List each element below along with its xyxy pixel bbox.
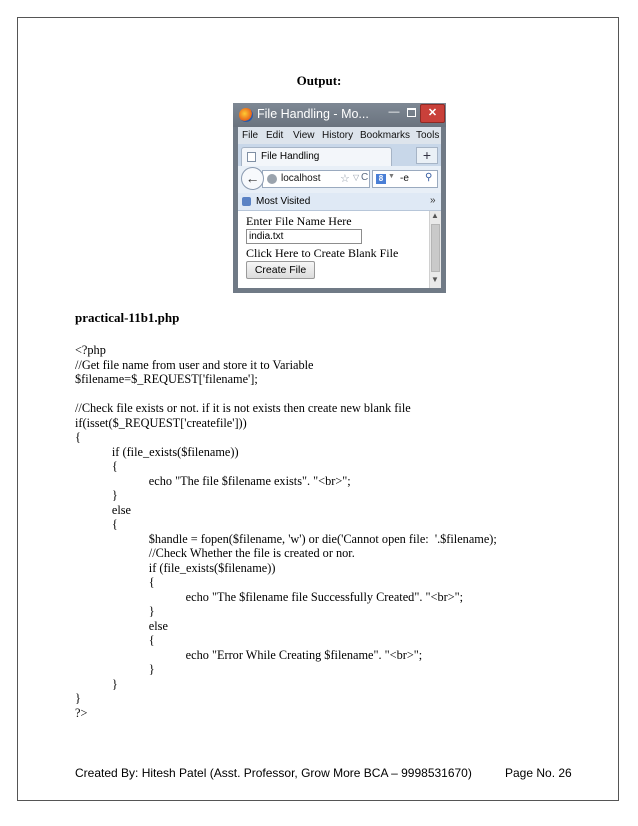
output-heading: Output: — [296, 73, 342, 88]
minimize-button[interactable]: — — [388, 106, 400, 118]
bookmark-star-icon[interactable]: ☆ — [340, 173, 350, 185]
chevron-down-icon[interactable]: ▽ — [353, 173, 360, 182]
code-line: echo "Error While Creating $filename". "<br>"; — [75, 647, 423, 662]
code-line: } — [75, 604, 155, 618]
file-title: practical-11b1.php — [75, 310, 180, 325]
close-button[interactable]: ✕ — [420, 104, 445, 123]
code-line: } — [75, 676, 118, 691]
scroll-thumb[interactable] — [431, 224, 440, 272]
filename-input[interactable]: india.txt — [246, 229, 362, 244]
footer-credit: Created By: Hitesh Patel (Asst. Professor, Grow More BCA – 9998531670) — [75, 766, 472, 780]
code-line: { — [75, 633, 155, 647]
chevron-right-icon[interactable]: » — [430, 195, 436, 206]
menu-bookmarks[interactable]: Bookmarks — [360, 130, 411, 141]
create-file-button[interactable]: Create File — [246, 261, 315, 279]
bookmarks-bar — [238, 193, 441, 211]
code-line: $filename=$_REQUEST['filename']; — [75, 372, 258, 386]
maximize-button[interactable] — [403, 104, 419, 121]
window-titlebar — [233, 103, 446, 127]
page-content — [238, 211, 441, 288]
code-line: echo "The $filename file Successfully Created". "<br>"; — [75, 589, 464, 604]
create-label: Click Here to Create Blank File — [246, 246, 399, 260]
tab-strip — [238, 144, 441, 166]
code-line — [75, 387, 497, 402]
url-text: localhost — [281, 173, 321, 184]
code-line: { — [75, 459, 118, 473]
code-line: if(isset($_REQUEST['createfile'])) — [75, 415, 247, 430]
globe-icon — [267, 174, 277, 184]
new-tab-button[interactable]: + — [416, 147, 438, 164]
bookmark-most-visited[interactable]: Most Visited — [256, 196, 311, 207]
search-dropdown-icon[interactable]: ▼ — [388, 173, 395, 180]
reload-icon[interactable]: C — [361, 172, 369, 183]
menu-edit[interactable]: Edit — [266, 130, 284, 141]
code-line: { — [75, 517, 118, 531]
page-icon — [247, 152, 256, 162]
code-line: } — [75, 662, 155, 676]
code-line: { — [75, 575, 155, 589]
code-line: } — [75, 691, 81, 705]
search-text: -e — [400, 173, 409, 184]
code-line: { — [75, 430, 81, 444]
browser-screenshot — [233, 103, 446, 293]
code-line: } — [75, 488, 118, 502]
menu-file[interactable]: File — [242, 130, 259, 141]
firefox-logo-icon — [239, 108, 253, 122]
code-line: //Check file exists or not. if it is not exists then create new blank file — [75, 401, 411, 415]
code-line: //Get file name from user and store it to Variable — [75, 357, 314, 372]
menu-bar — [238, 127, 441, 144]
vertical-scrollbar[interactable] — [429, 211, 441, 288]
code-line: <?php — [75, 343, 106, 357]
tab-label: File Handling — [261, 151, 320, 162]
footer-page-number: Page No. 26 — [505, 766, 572, 780]
menu-history[interactable]: History — [322, 130, 354, 141]
search-icon[interactable]: ⚲ — [425, 172, 433, 183]
tab-file-handling[interactable] — [241, 147, 392, 166]
window-title: File Handling - Mo... — [257, 107, 369, 121]
search-engine-icon: 8 — [376, 174, 386, 184]
menu-tools[interactable]: Tools — [416, 130, 440, 141]
bookmark-folder-icon — [242, 197, 251, 206]
code-line: ?> — [75, 705, 88, 720]
code-line: //Check Whether the file is created or nor. — [75, 546, 355, 560]
code-line: if (file_exists($filename)) — [75, 444, 239, 459]
menu-view[interactable]: View — [293, 130, 315, 141]
code-line: echo "The file $filename exists". "<br>"; — [75, 473, 351, 488]
code-listing — [75, 343, 497, 720]
filename-label: Enter File Name Here — [246, 214, 352, 228]
code-line: else — [75, 618, 168, 633]
navigation-bar — [238, 166, 441, 193]
scroll-down-icon[interactable]: ▼ — [431, 275, 439, 284]
maximize-icon — [407, 108, 416, 117]
back-button[interactable]: ← — [241, 167, 264, 190]
search-bar[interactable] — [372, 170, 438, 188]
code-line: if (file_exists($filename)) — [75, 560, 276, 575]
code-line: $handle = fopen($filename, 'w') or die('Cannot open file: '.$filename); — [75, 531, 497, 546]
url-bar[interactable] — [262, 170, 370, 188]
code-line: else — [75, 502, 132, 517]
scroll-up-icon[interactable]: ▲ — [431, 211, 439, 220]
